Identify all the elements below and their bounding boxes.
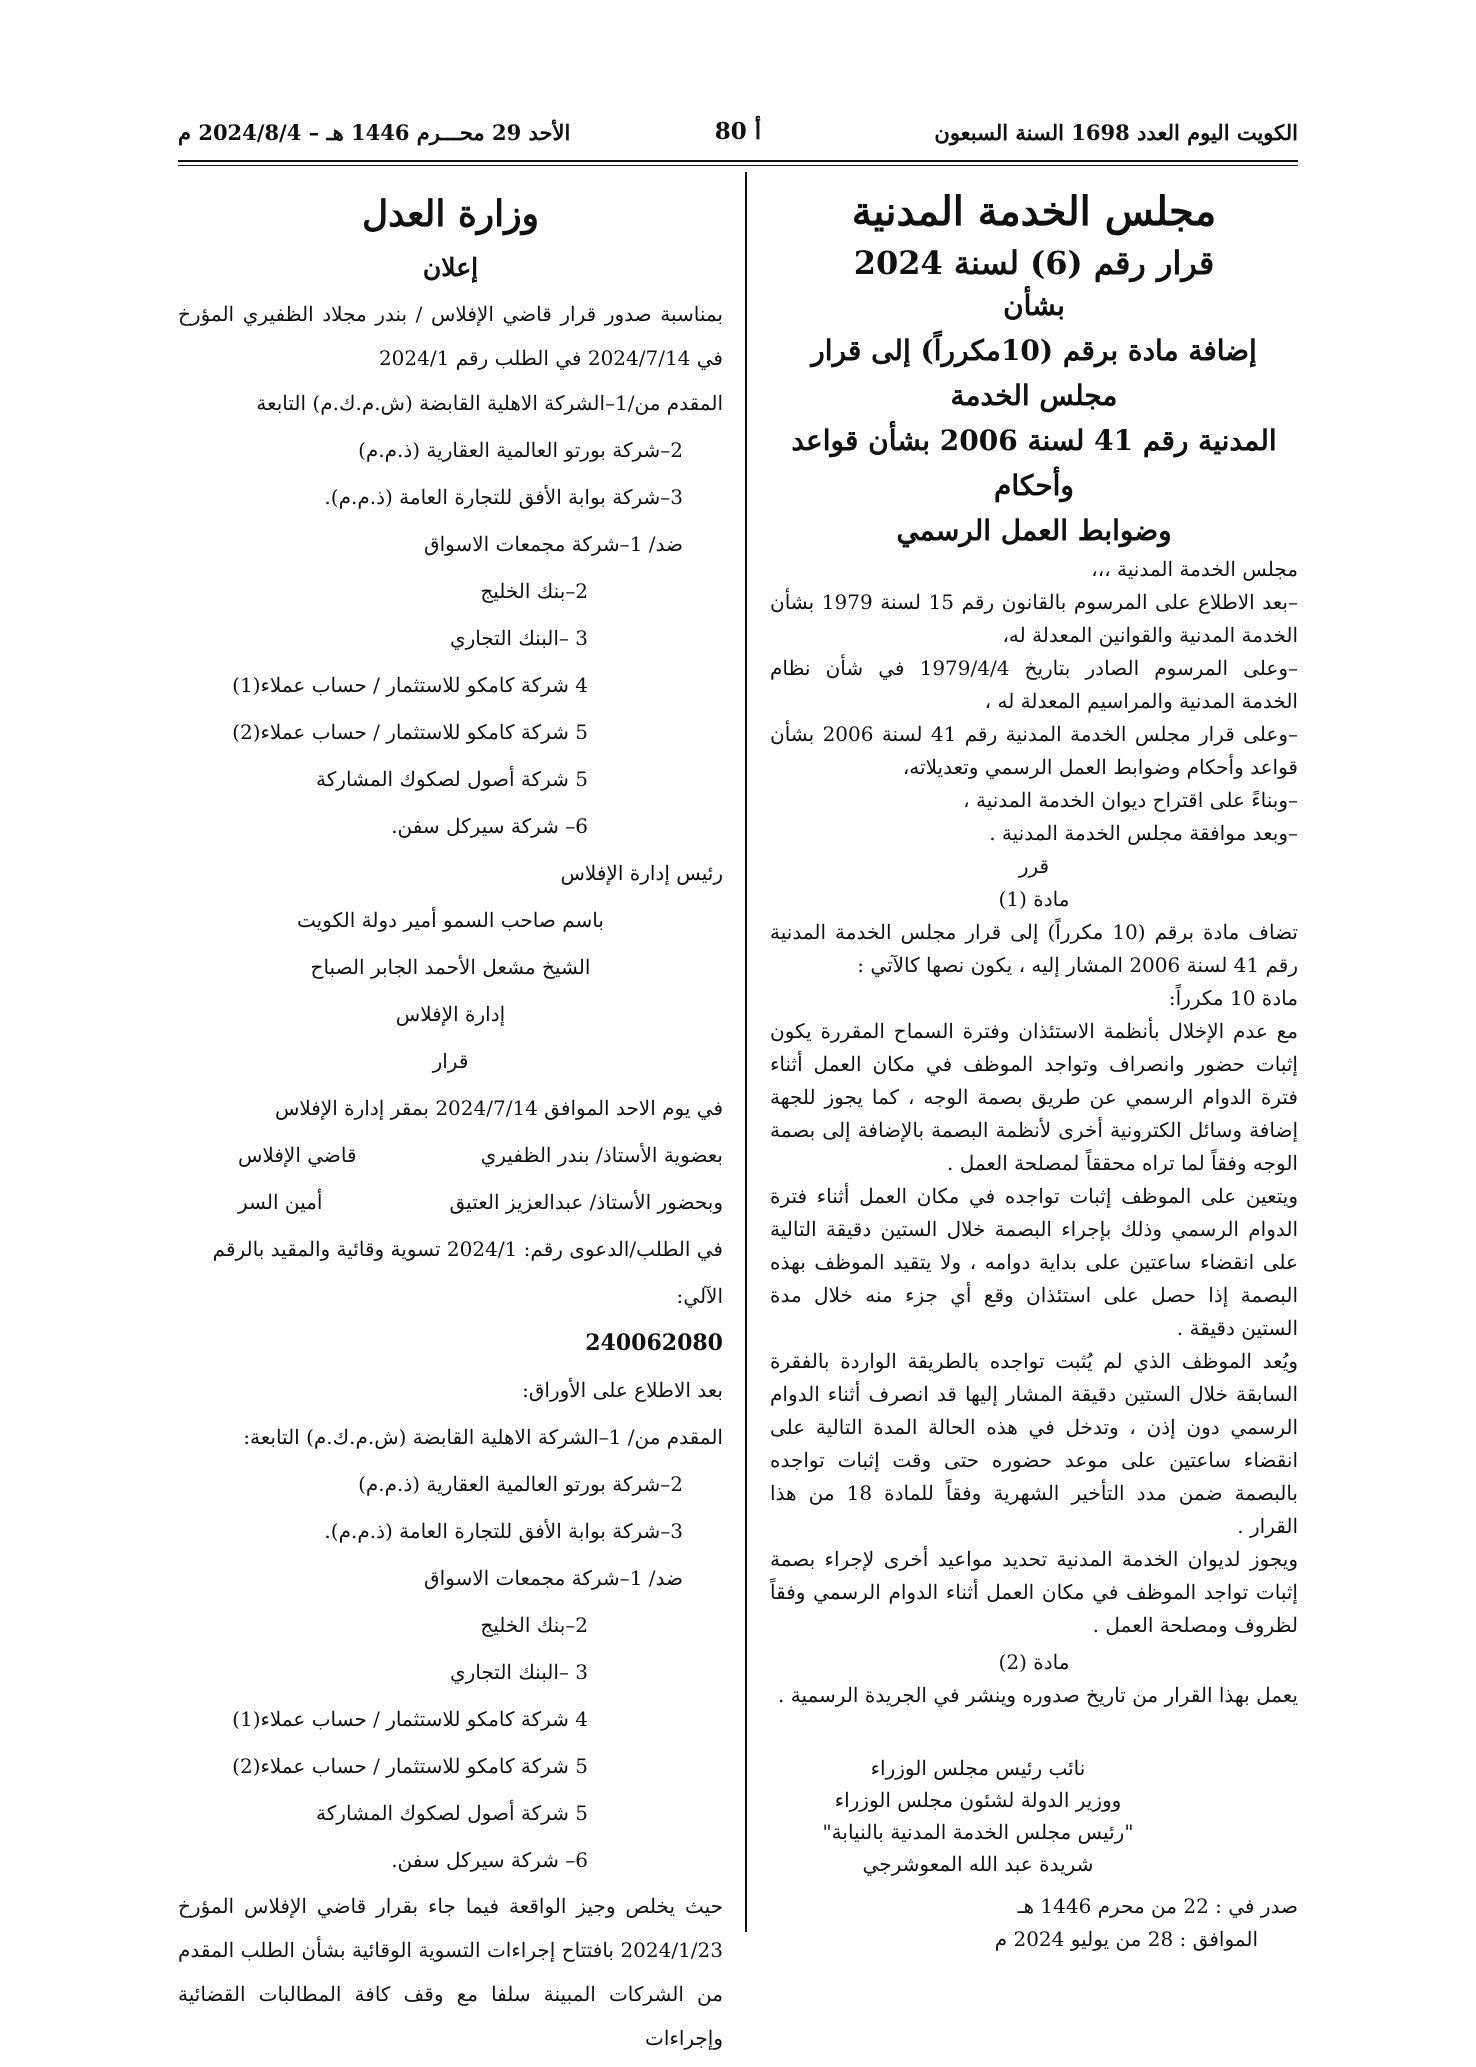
party-line: 3 –البنك التجاري [449, 626, 588, 650]
page-number: أ 80 [714, 118, 762, 145]
attendee-row [178, 1179, 723, 1226]
signature-line: نائب رئيس مجلس الوزراء [870, 1756, 1086, 1780]
case-line: في الطلب/الدعوى رقم: 2024/1 تسوية وقائية والمقيد بالرقم الآلي: [212, 1237, 723, 1308]
party-line: 2–شركة بورتو العالمية العقارية (ذ.م.م) [358, 1472, 683, 1496]
attendee-role: أمين السر [238, 1190, 323, 1214]
bankruptcy-head: رئيس إدارة الإفلاس [560, 861, 723, 885]
after-review: بعد الاطلاع على الأوراق: [522, 1378, 723, 1402]
party-line: 2–بنك الخليج [480, 1613, 588, 1637]
council-intro: مجلس الخدمة المدنية ،،، [1091, 557, 1298, 581]
party-line: 5 شركة كامكو للاستثمار / حساب عملاء(2) [232, 720, 588, 744]
subject-line: وضوابط العمل الرسمي [896, 514, 1172, 547]
party-line: 3–شركة بوابة الأفق للتجارة العامة (ذ.م.م). [324, 485, 683, 509]
party-line: 6– شركة سيركل سفن. [391, 814, 588, 838]
party-line: 4 شركة كامكو للاستثمار / حساب عملاء(1) [232, 673, 588, 697]
party-line: 4 شركة كامكو للاستثمار / حساب عملاء(1) [232, 1707, 588, 1731]
case-number: 240062080 [585, 1330, 723, 1356]
subject-line: إضافة مادة برقم (10مكرراً) إلى قرار مجلس الخدمة [811, 334, 1257, 412]
ministry-title: وزارة العدل [362, 193, 539, 235]
session-line: في يوم الاحد الموافق 2024/7/14 بمقر إدارة الإفلاس [274, 1096, 723, 1120]
signature-line: "رئيس مجلس الخدمة المدنية بالنيابة" [822, 1820, 1134, 1844]
decision-subject [770, 328, 1298, 553]
closing-paragraph: حيث يخلص وجيز الواقعة فيما جاء بقرار قاضي الإفلاس المؤرخ 2024/1/23 بافتتاح إجراءات التسوية الوقائية بشأن الطلب المقدم من الشركات المبينة سلفا مع وقف كافة المطالبات القضائية وإجراءات [178, 1894, 723, 2050]
article-10-paragraph: ويُعد الموظف الذي لم يُثبت تواجده بالطريقة الواردة بالفقرة السابقة خلال الستين دقيقة المشار إليها قد انصرف أثناء الدوام الرسمي دون إذن ، وتدخل في هذه الحالة المدة التالية على انقضاء ساعتين على موعد حضوره حتى وقت إثبات تواجده بالبصمة ضمن مدد التأخير الشهرية وفقاً للمادة 18 من هذا القرار . [770, 1349, 1298, 1538]
party-line: 3–شركة بوابة الأفق للتجارة العامة (ذ.م.م). [324, 1519, 683, 1543]
party-line: 5 شركة أصول لصكوك المشاركة [316, 1801, 588, 1825]
issue-date: الأحد 29 محـــرم 1446 هـ – 2024/8/4 م [178, 120, 571, 145]
announcement-title: إعلان [422, 253, 479, 282]
article-10-paragraph: مع عدم الإخلال بأنظمة الاستئذان وفترة السماح المقررة يكون إثبات حضور وانصراف وتواجد الموظف في مكان العمل أثناء فترة الدوام الرسمي عن طريق بصمة الوجه ، كما يجوز للجهة إضافة وسائل الكترونية أخرى لأنظمة البصمة بالإضافة إلى بصمة الوجه وفقاً لما تراه محققاً لمصلحة العمل . [770, 1019, 1298, 1175]
decided: قرر [1018, 854, 1050, 878]
article-10-label: مادة 10 مكرراً: [1168, 986, 1298, 1010]
party-line: 2–شركة بورتو العالمية العقارية (ذ.م.م) [358, 438, 683, 462]
issue-info: الكويت اليوم العدد 1698 السنة السبعون [934, 120, 1298, 145]
decision-number: قرار رقم (6) لسنة 2024 [853, 244, 1215, 282]
justice-ministry-announcement [178, 172, 723, 2060]
preamble-item: –بعد الاطلاع على المرسوم بالقانون رقم 15 لسنة 1979 بشأن الخدمة المدنية والقوانين المعدلة له، [770, 590, 1299, 647]
preamble-item: –وعلى المرسوم الصادر بتاريخ 1979/4/4 في شأن نظام الخدمة المدنية والمراسيم المعدلة له ، [770, 656, 1298, 713]
preamble-item: –وعلى قرار مجلس الخدمة المدنية رقم 41 لسنة 2006 بشأن قواعد وأحكام وضوابط العمل الرسمي وتعديلاته، [770, 722, 1299, 779]
issued-gregorian: الموافق : 28 من يوليو 2024 م [994, 1927, 1258, 1951]
signatory-name: شريدة عبد الله المعوشرجي [862, 1852, 1094, 1876]
party-line: 3 –البنك التجاري [449, 1660, 588, 1684]
signature-block [808, 1752, 1148, 1880]
party-line: المقدم من/ 1–الشركة الاهلية القابضة (ش.م.ك.م) التابعة: [243, 1425, 723, 1449]
article-1-label: مادة (1) [998, 887, 1070, 911]
attendee-name: وبحضور الأستاذ/ عبدالعزيز العتيق [449, 1190, 723, 1214]
article-10-paragraph: ويتعين على الموظف إثبات تواجده في مكان العمل أثناء فترة الدوام الرسمي وذلك بإجراء البصمة خلال الستين دقيقة التالية على انقضاء ساعتين على بداية دوامه ، ولا يتقيد الموظف بهذه البصمة إذا حصل على استئذان وقع أي جزء منه خلال مدة الستين دقيقة . [770, 1184, 1298, 1340]
regarding: بشأن [1003, 289, 1065, 322]
article-2-text: يعمل بهذا القرار من تاريخ صدوره وينشر في الجريدة الرسمية . [778, 1683, 1298, 1707]
preamble-item: –وبعد موافقة مجلس الخدمة المدنية . [989, 821, 1298, 845]
member-role: قاضي الإفلاس [238, 1143, 357, 1167]
party-line: المقدم من/1–الشركة الاهلية القابضة (ش.م.ك.م) التابعة [256, 391, 723, 415]
amir-line: باسم صاحب السمو أمير دولة الكويت [297, 908, 604, 932]
party-line: 5 شركة كامكو للاستثمار / حساب عملاء(2) [232, 1754, 588, 1778]
party-line: 6– شركة سيركل سفن. [391, 1848, 588, 1872]
signature-line: ووزير الدولة لشئون مجلس الوزراء [834, 1788, 1122, 1812]
party-line: 2–بنك الخليج [480, 579, 588, 603]
department-line: إدارة الإفلاس [395, 1002, 506, 1026]
sheikh-line: الشيخ مشعل الأحمد الجابر الصباح [310, 955, 591, 979]
civil-service-decision [770, 172, 1298, 1956]
council-title: مجلس الخدمة المدنية [851, 188, 1217, 235]
article-10-paragraph: ويجوز لديوان الخدمة المدنية تحديد مواعيد أخرى لإجراء بصمة إثبات تواجد الموظف في مكان العمل أثناء الدوام الرسمي وفقاً لظروف ومصلحة العمل . [770, 1547, 1298, 1637]
member-row [178, 1132, 723, 1179]
header-rule [178, 160, 1298, 162]
column-divider [745, 172, 747, 1932]
member-name: بعضوية الأستاذ/ بندر الظفيري [480, 1143, 723, 1167]
decision-heading: قرار [432, 1049, 469, 1073]
header-rule-thin [178, 165, 1298, 166]
page-header [178, 120, 1298, 160]
article-2-label: مادة (2) [998, 1650, 1070, 1674]
party-line: 5 شركة أصول لصكوك المشاركة [316, 767, 588, 791]
party-line: ضد/ 1–شركة مجمعات الاسواق [424, 532, 683, 556]
article-1-text: تضاف مادة برقم (10 مكرراً) إلى قرار مجلس الخدمة المدنية رقم 41 لسنة 2006 المشار إليه ، يكون نصها كالآتي : [770, 920, 1298, 977]
issued-hijri: صدر في : 22 من محرم 1446 هـ [1017, 1894, 1298, 1918]
preamble-item: –وبناءً على اقتراح ديوان الخدمة المدنية ، [963, 788, 1298, 812]
subject-line: المدنية رقم 41 لسنة 2006 بشأن قواعد وأحكام [791, 424, 1277, 502]
announcement-intro: بمناسبة صدور قرار قاضي الإفلاس / بندر مجلاد الظفيري المؤرخ في 2024/7/14 في الطلب رقم 2024/1 [178, 302, 723, 370]
party-line: ضد/ 1–شركة مجمعات الاسواق [424, 1566, 683, 1590]
